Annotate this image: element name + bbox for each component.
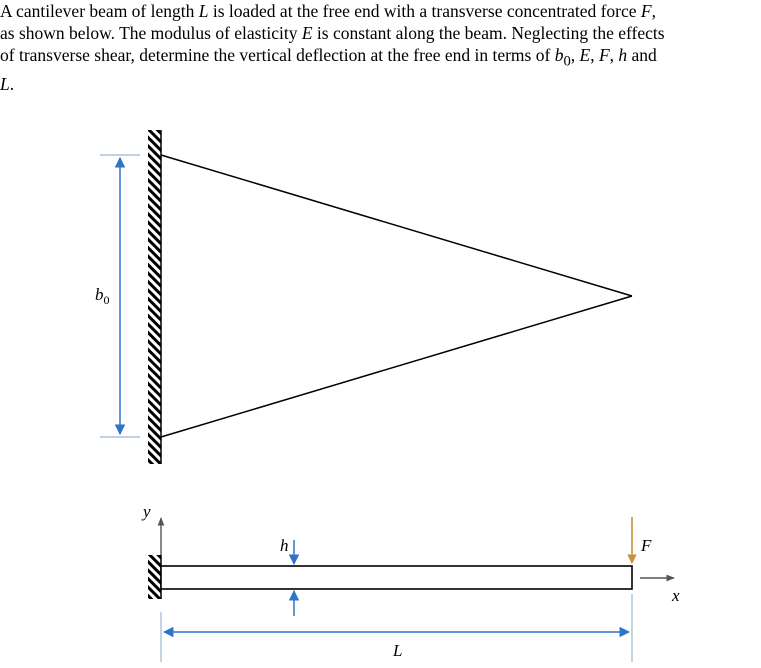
problem-line-2: as shown below. The modulus of elasticity E is constant along the beam. Neglecting the effects <box>0 23 665 43</box>
beam-side-rect <box>161 566 632 589</box>
side-view <box>141 502 680 662</box>
beam-outline-lower <box>161 296 632 437</box>
length-label: L <box>393 641 403 660</box>
thickness-label: h <box>280 536 289 555</box>
wall-support-top <box>148 130 161 464</box>
width-label: $b_0$ <box>95 285 110 307</box>
x-axis-label: x <box>672 586 680 605</box>
y-axis-label: y <box>143 502 151 521</box>
top-view <box>95 130 632 464</box>
force-label: F <box>641 536 652 555</box>
problem-line-4: L. <box>0 73 15 94</box>
beam-outline-upper <box>161 155 632 296</box>
problem-line-3: of transverse shear, determine the vertical deflection at the free end in terms of $b_0$, E, F, h and <box>0 45 657 70</box>
problem-line-1: A cantilever beam of length L is loaded at the free end with a transverse concentrated force F, <box>0 1 656 21</box>
wall-support-side <box>148 555 161 599</box>
